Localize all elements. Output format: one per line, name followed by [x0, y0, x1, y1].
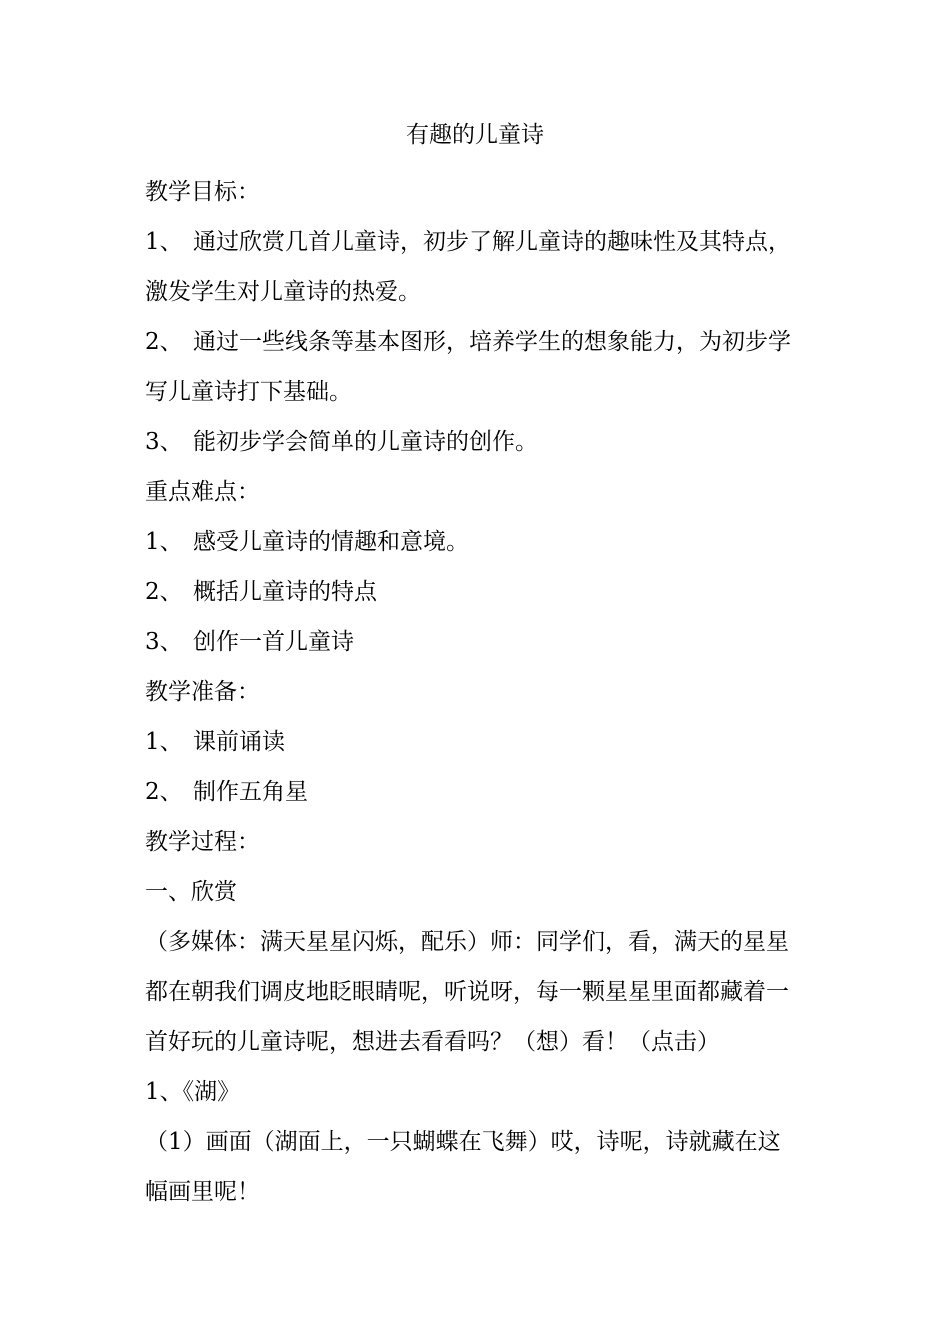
line-text: 写儿童诗打下基础。 [145, 379, 352, 405]
heading-preparation [145, 667, 810, 717]
line-text: （多媒体：满天星星闪烁，配乐）师：同学们，看，满天的星星 [145, 929, 789, 955]
line-text: 感受儿童诗的情趣和意境。 [193, 529, 469, 555]
preparation-1 [145, 717, 810, 767]
key-point-2 [145, 567, 810, 617]
line-text: 教学过程： [145, 829, 260, 855]
heading-key-points [145, 467, 810, 517]
line-text: 制作五角星 [193, 779, 308, 805]
line-text: （1）画面（湖面上，一只蝴蝶在飞舞）哎，诗呢，诗就藏在这 [145, 1129, 781, 1155]
paragraph-1-line-2 [145, 967, 810, 1017]
paragraph-1-line-1 [145, 917, 810, 967]
key-point-3 [145, 617, 810, 667]
line-text: 能初步学会简单的儿童诗的创作。 [193, 429, 538, 455]
line-text: 教学准备： [145, 679, 260, 705]
section-appreciation [145, 867, 810, 917]
line-text: 课前诵读 [193, 729, 285, 755]
list-number: 1、 [145, 229, 183, 255]
list-number: 3、 [145, 429, 183, 455]
line-text: 教学目标： [145, 179, 260, 205]
line-text: 重点难点： [145, 479, 260, 505]
line-text: 都在朝我们调皮地眨眼睛呢，听说呀，每一颗星星里面都藏着一 [145, 979, 789, 1005]
preparation-2 [145, 767, 810, 817]
objective-1-line-2 [145, 267, 810, 317]
objective-2-line-2 [145, 367, 810, 417]
heading-objectives [145, 167, 810, 217]
list-number: 1、 [145, 529, 183, 555]
line-text: 通过一些线条等基本图形，培养学生的想象能力，为初步学 [193, 329, 791, 355]
line-text: 激发学生对儿童诗的热爱。 [145, 279, 421, 305]
line-text: 一、欣赏 [145, 879, 237, 905]
objective-1-line-1 [145, 217, 810, 267]
line-text: 通过欣赏几首儿童诗，初步了解儿童诗的趣味性及其特点， [193, 229, 791, 255]
paragraph-2-line-1 [145, 1117, 810, 1167]
objective-3 [145, 417, 810, 467]
list-number: 1、 [145, 729, 183, 755]
paragraph-2-line-2 [145, 1167, 810, 1217]
line-text: 创作一首儿童诗 [193, 629, 354, 655]
list-number: 2、 [145, 329, 183, 355]
line-text: 1、《湖》 [145, 1079, 241, 1105]
line-text: 首好玩的儿童诗呢，想进去看看吗？（想）看！（点击） [145, 1029, 720, 1055]
list-number: 2、 [145, 579, 183, 605]
line-text: 概括儿童诗的特点 [193, 579, 377, 605]
list-number: 2、 [145, 779, 183, 805]
paragraph-1-line-3 [145, 1017, 810, 1067]
line-text: 幅画里呢！ [145, 1179, 260, 1205]
document-title: 有趣的儿童诗 [406, 122, 544, 148]
key-point-1 [145, 517, 810, 567]
heading-process [145, 817, 810, 867]
poem-lake-heading [145, 1067, 810, 1117]
list-number: 3、 [145, 629, 183, 655]
objective-2-line-1 [145, 317, 810, 367]
document-body [145, 167, 810, 1217]
